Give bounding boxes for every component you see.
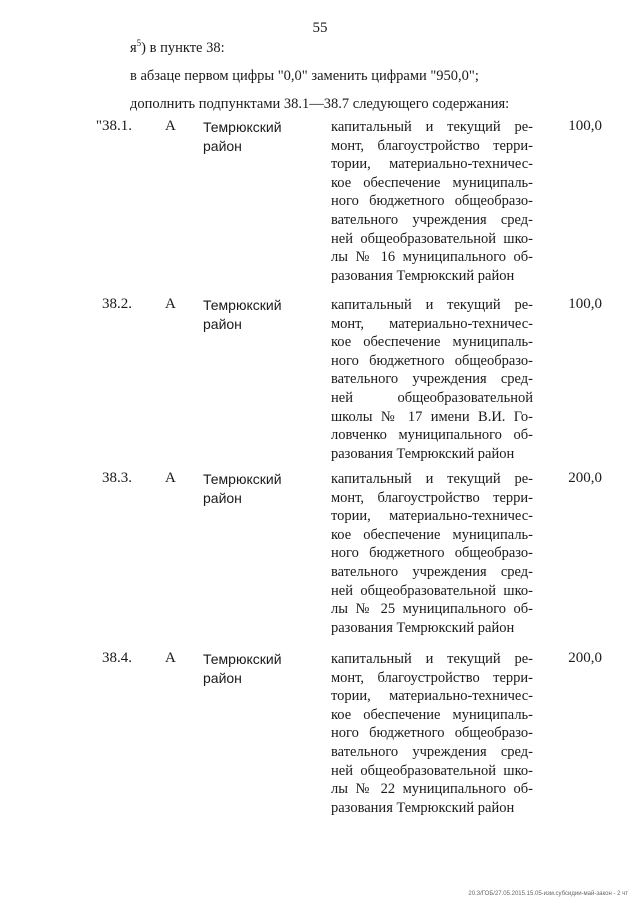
description-line: лы № 22 муниципального об- [331, 781, 533, 798]
intro-line-2: в абзаце первом цифры "0,0" заменить цифрами "950,0"; [130, 68, 479, 84]
description-line: ней общеобразовательной шко- [331, 582, 533, 599]
description-line: вательного учреждения сред- [331, 211, 533, 228]
description-line: ней общеобразовательной шко- [331, 230, 533, 247]
intro-line-1-superscript: 5 [136, 38, 142, 49]
description-line: тории, материально-техничес- [331, 156, 533, 173]
description-line: ней общеобразовательной шко- [331, 762, 533, 779]
district-line: Темрюкский [203, 119, 282, 135]
description-line: лы № 25 муниципального об- [331, 601, 533, 618]
row-amount: 200,0 [568, 650, 602, 666]
description-line: капитальный и текущий ре- [331, 471, 533, 487]
row-category: А [165, 118, 176, 134]
page-number: 55 [312, 20, 328, 36]
description-line: кое обеспечение муниципаль- [331, 526, 533, 543]
description-line: ного бюджетного общеобразо- [331, 193, 533, 210]
row-description [331, 118, 533, 285]
district-line: район [203, 670, 242, 686]
row-amount: 100,0 [568, 118, 602, 134]
description-line: кое обеспечение муниципаль- [331, 706, 533, 723]
description-line: монт, материально-техничес- [331, 315, 533, 332]
description-line: разования Темрюкский район [331, 619, 515, 636]
description-line: ней общеобразовательной [331, 389, 533, 406]
row-number: 38.4. [102, 650, 132, 666]
row-number: 38.3. [102, 470, 132, 486]
row-amount: 100,0 [568, 296, 602, 312]
description-line: вательного учреждения сред- [331, 563, 533, 580]
row-district [203, 296, 313, 334]
description-line: вательного учреждения сред- [331, 743, 533, 760]
description-line: ного бюджетного общеобразо- [331, 545, 533, 562]
intro-line-1-suffix: ) в пункте 38: [141, 40, 225, 56]
description-line: вательного учреждения сред- [331, 371, 533, 388]
intro-line-1 [130, 40, 225, 57]
row-amount: 200,0 [568, 470, 602, 486]
row-category: А [165, 470, 176, 486]
district-line: Темрюкский [203, 471, 282, 487]
district-line: Темрюкский [203, 297, 282, 313]
row-district [203, 650, 313, 688]
description-line: монт, благоустройство терри- [331, 137, 533, 154]
description-line: ного бюджетного общеобразо- [331, 352, 533, 369]
description-line: кое обеспечение муниципаль- [331, 174, 533, 191]
row-number: "38.1. [95, 118, 132, 134]
footer-file-reference: 20.3/ГОБ/27.05.2015.15.05-изм.субсидии-май-закон - 2 чт [468, 891, 628, 897]
description-line: монт, благоустройство терри- [331, 669, 533, 686]
description-line: школы № 17 имени В.И. Го- [331, 408, 533, 425]
description-line: капитальный и текущий ре- [331, 297, 533, 313]
row-description [331, 296, 533, 463]
intro-line-1-prefix: я [130, 40, 137, 56]
description-line: разования Темрюкский район [331, 267, 515, 284]
district-line: район [203, 316, 242, 332]
row-category: А [165, 296, 176, 312]
district-line: район [203, 490, 242, 506]
description-line: капитальный и текущий ре- [331, 119, 533, 135]
row-description [331, 650, 533, 817]
description-line: лы № 16 муниципального об- [331, 249, 533, 266]
description-line: разования Темрюкский район [331, 445, 515, 462]
description-line: кое обеспечение муниципаль- [331, 334, 533, 351]
row-category: А [165, 650, 176, 666]
description-line: ловченко муниципального об- [331, 427, 533, 444]
district-line: Темрюкский [203, 651, 282, 667]
description-line: капитальный и текущий ре- [331, 651, 533, 667]
description-line: тории, материально-техничес- [331, 508, 533, 525]
description-line: тории, материально-техничес- [331, 688, 533, 705]
intro-line-3: дополнить подпунктами 38.1—38.7 следующего содержания: [130, 96, 510, 112]
row-number: 38.2. [102, 296, 132, 312]
row-district [203, 118, 313, 156]
description-line: монт, благоустройство терри- [331, 489, 533, 506]
row-description [331, 470, 533, 637]
row-district [203, 470, 313, 508]
district-line: район [203, 138, 242, 154]
description-line: ного бюджетного общеобразо- [331, 725, 533, 742]
description-line: разования Темрюкский район [331, 799, 515, 816]
